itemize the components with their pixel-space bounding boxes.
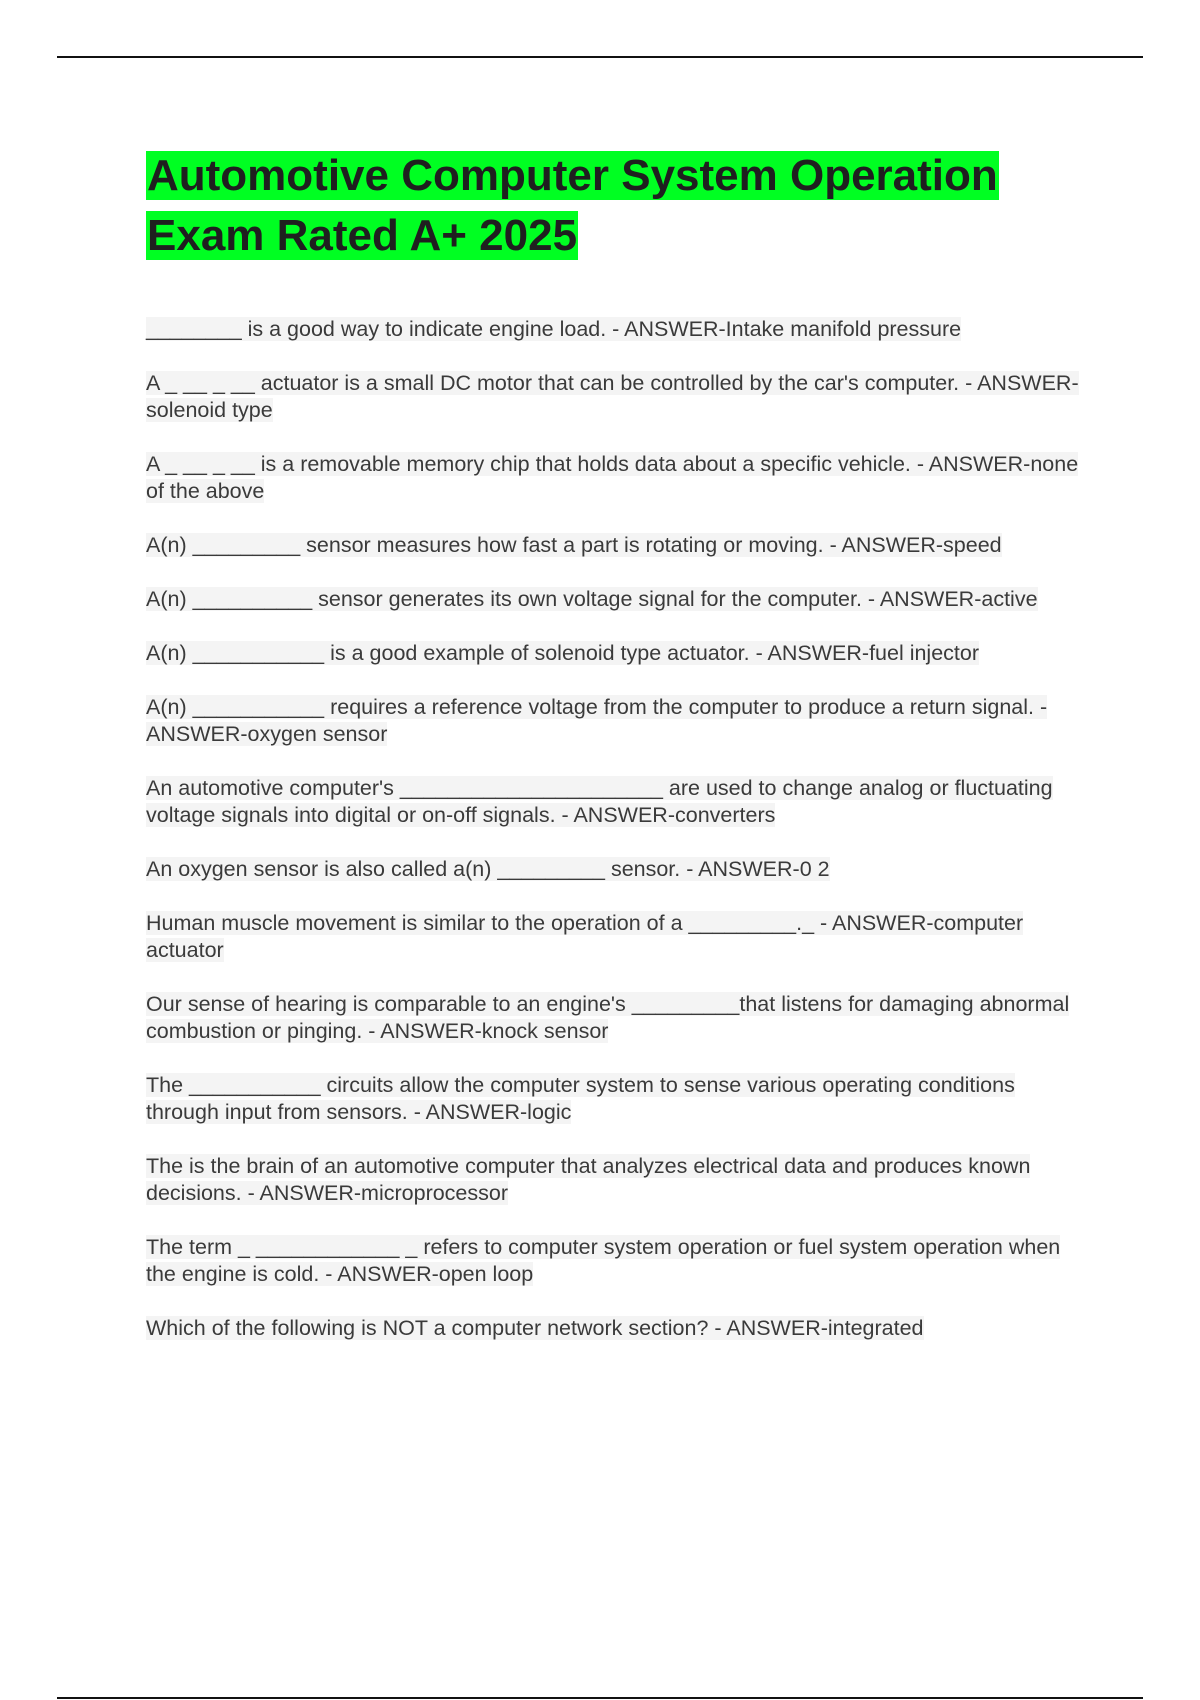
qa-item: A(n) ___________ requires a reference voltage from the computer to produce a return signal. - ANSWER-oxygen sensor — [146, 695, 1048, 746]
qa-item: A(n) ___________ is a good example of solenoid type actuator. - ANSWER-fuel injector — [146, 641, 980, 665]
qa-item: The term _ ____________ _ refers to computer system operation or fuel system operation when the engine is cold. - ANSWER-open loop — [146, 1235, 1061, 1286]
qa-item: The ___________ circuits allow the computer system to sense various operating conditions through input from sensors. - ANSWER-logic — [146, 1073, 1015, 1124]
document-body — [146, 146, 1086, 1369]
qa-item: An oxygen sensor is also called a(n) _________ sensor. - ANSWER-0 2 — [146, 857, 830, 881]
qa-item: A(n) _________ sensor measures how fast a part is rotating or moving. - ANSWER-speed — [146, 533, 1002, 557]
qa-item: Which of the following is NOT a computer network section? - ANSWER-integrated — [146, 1316, 924, 1340]
bottom-rule — [57, 1697, 1143, 1699]
title-highlight: Automotive Computer System Operation Exam Rated A+ 2025 — [147, 151, 998, 260]
qa-item: A _ __ _ __ actuator is a small DC motor that can be controlled by the car's computer. - ANSWER-solenoid type — [146, 371, 1079, 422]
top-rule — [57, 56, 1143, 58]
document-title — [146, 146, 1086, 266]
qa-item: Human muscle movement is similar to the operation of a _________._ - ANSWER-computer actuator — [146, 911, 1024, 962]
qa-item: ________ is a good way to indicate engine load. - ANSWER-Intake manifold pressure — [146, 317, 962, 341]
qa-item: Our sense of hearing is comparable to an engine's _________that listens for damaging abnormal combustion or pinging. - ANSWER-knock sensor — [146, 992, 1070, 1043]
qa-item: An automotive computer's ______________________ are used to change analog or fluctuating voltage signals into digital or on-off signals. - ANSWER-converters — [146, 776, 1053, 827]
qa-item: A _ __ _ __ is a removable memory chip that holds data about a specific vehicle. - ANSWER-none of the above — [146, 452, 1079, 503]
qa-item: A(n) __________ sensor generates its own voltage signal for the computer. - ANSWER-active — [146, 587, 1038, 611]
qa-item: The is the brain of an automotive computer that analyzes electrical data and produces known decisions. - ANSWER-microprocessor — [146, 1154, 1031, 1205]
